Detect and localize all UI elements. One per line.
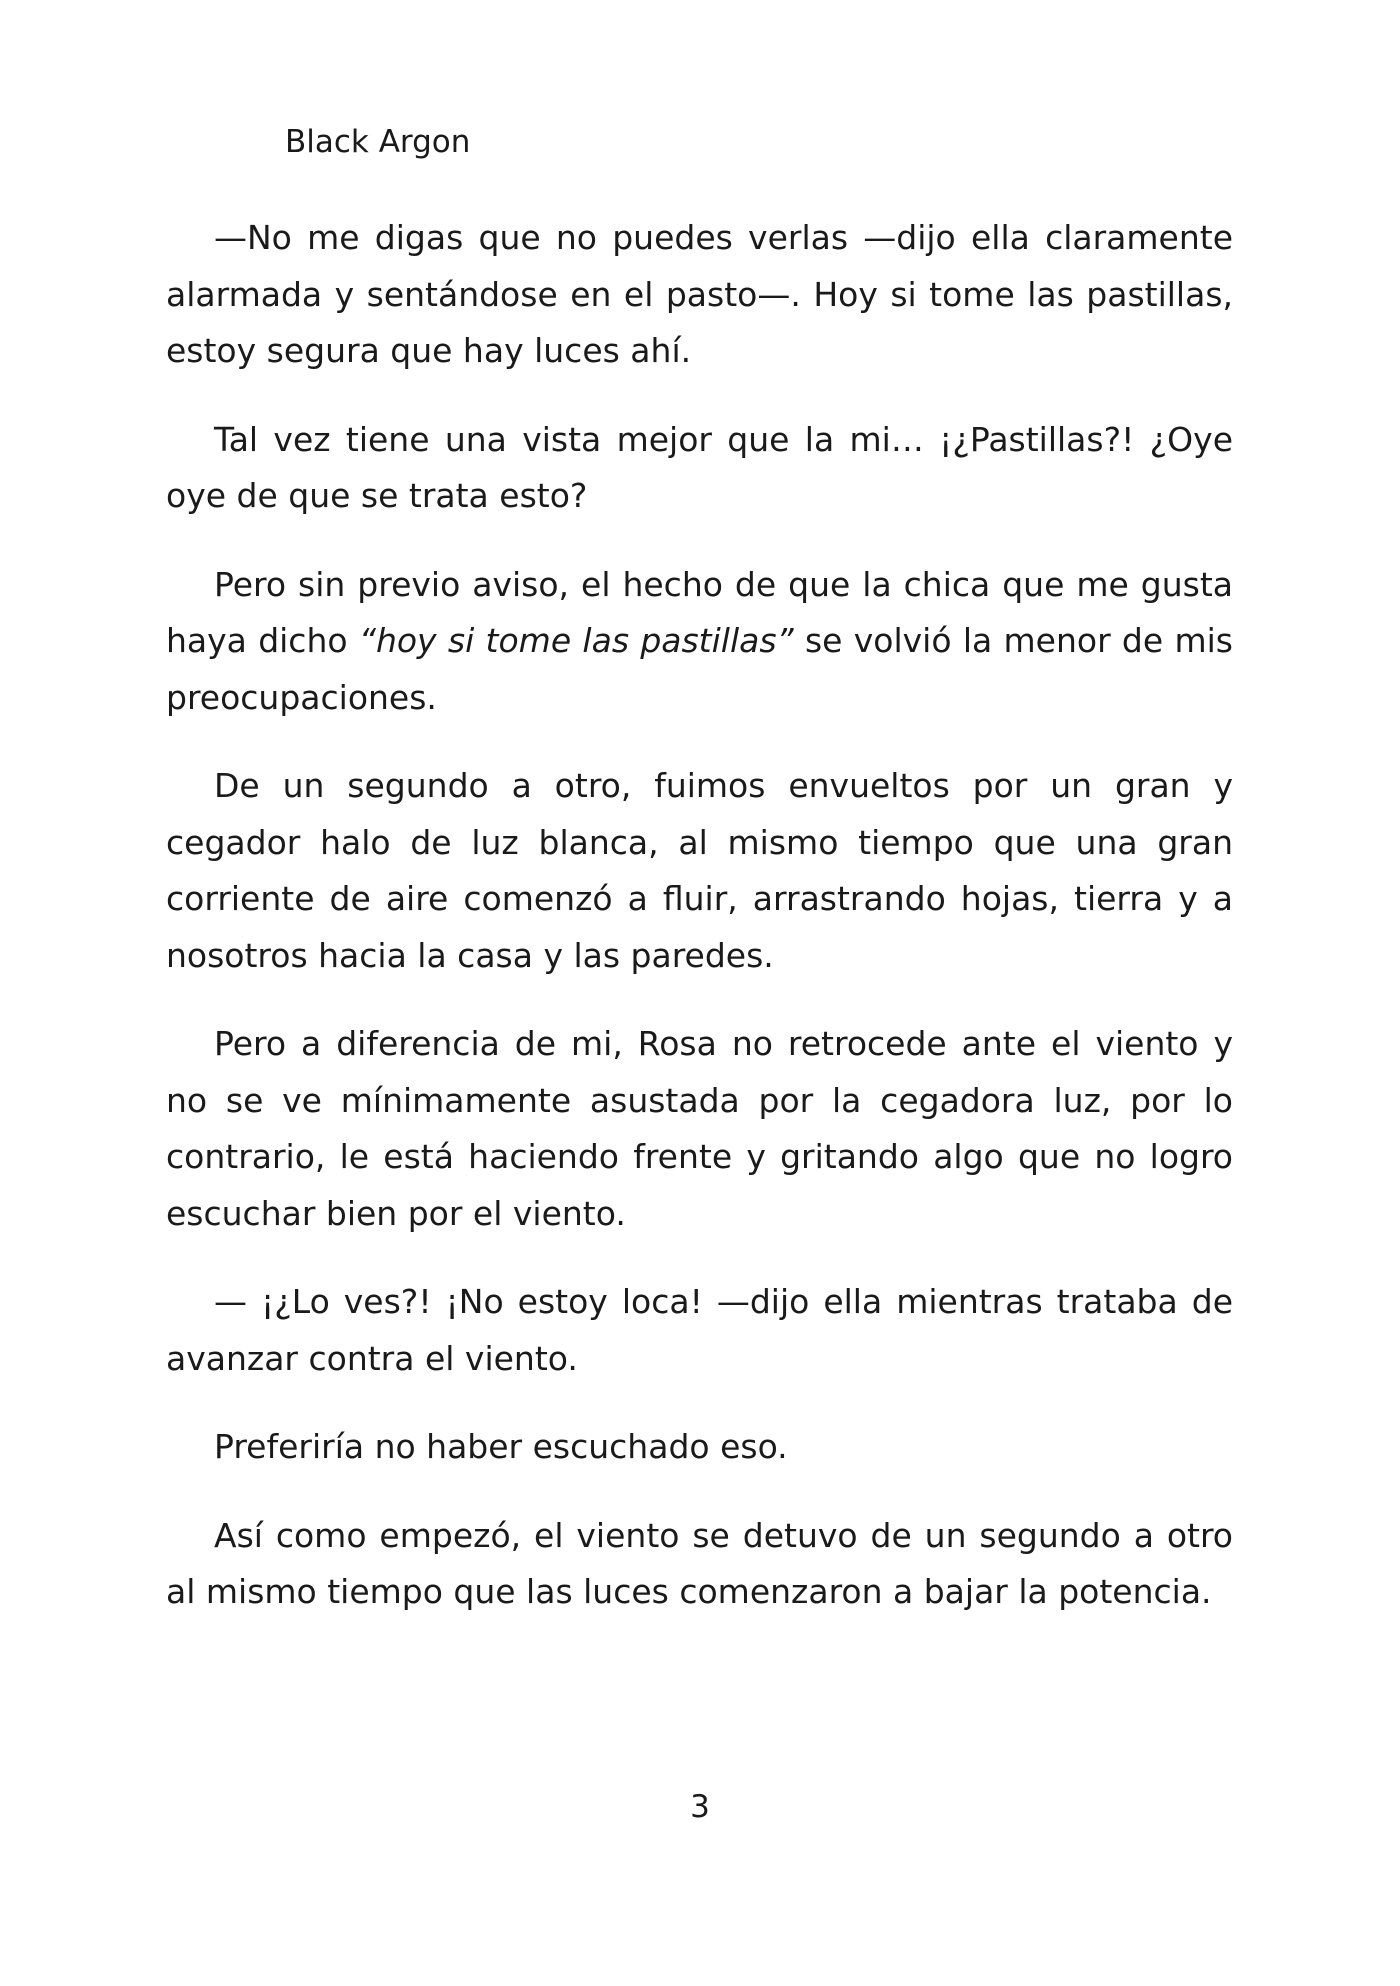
paragraph-3-lead: Pero sin previo aviso, el hecho de que la chica que me gusta haya dicho [166, 564, 1233, 660]
paragraph-1: —No me digas que no puedes verlas —dijo ella claramente alarmada y sentándose en el pasto—. Hoy si tome las pastillas, estoy segura que hay luces ahí. [166, 218, 1233, 370]
body-text [166, 210, 1233, 1653]
paragraph-3 [166, 557, 1233, 727]
paragraph-3-tail: se volvió la menor de mis preocupaciones. [166, 621, 1233, 717]
paragraph-3-italic-quote: “hoy si tome las pastillas” [358, 621, 794, 660]
paragraph-4: De un segundo a otro, fuimos envueltos por un gran y cegador halo de luz blanca, al mismo tiempo que una gran corriente de aire comenzó a fluir, arrastrando hojas, tierra y a nosotros hacia la casa y las paredes. [166, 766, 1233, 975]
paragraph-8: Así como empezó, el viento se detuvo de un segundo a otro al mismo tiempo que las luces comenzaron a bajar la potencia. [166, 1515, 1233, 1611]
page-number: 3 [690, 1789, 710, 1825]
paragraph-5: Pero a diferencia de mi, Rosa no retrocede ante el viento y no se ve mínimamente asustada por la cegadora luz, por lo contrario, le está haciendo frente y gritando algo que no logro escuchar bien por el viento. [166, 1024, 1233, 1233]
running-header: Black Argon [285, 124, 471, 160]
paragraph-7: Preferiría no haber escuchado eso. [214, 1427, 788, 1466]
paragraph-6: — ¡¿Lo ves?! ¡No estoy loca! —dijo ella mientras trataba de avanzar contra el viento. [166, 1282, 1233, 1378]
paragraph-2: Tal vez tiene una vista mejor que la mi… ¡¿Pastillas?! ¿Oye oye de que se trata esto? [166, 419, 1233, 515]
